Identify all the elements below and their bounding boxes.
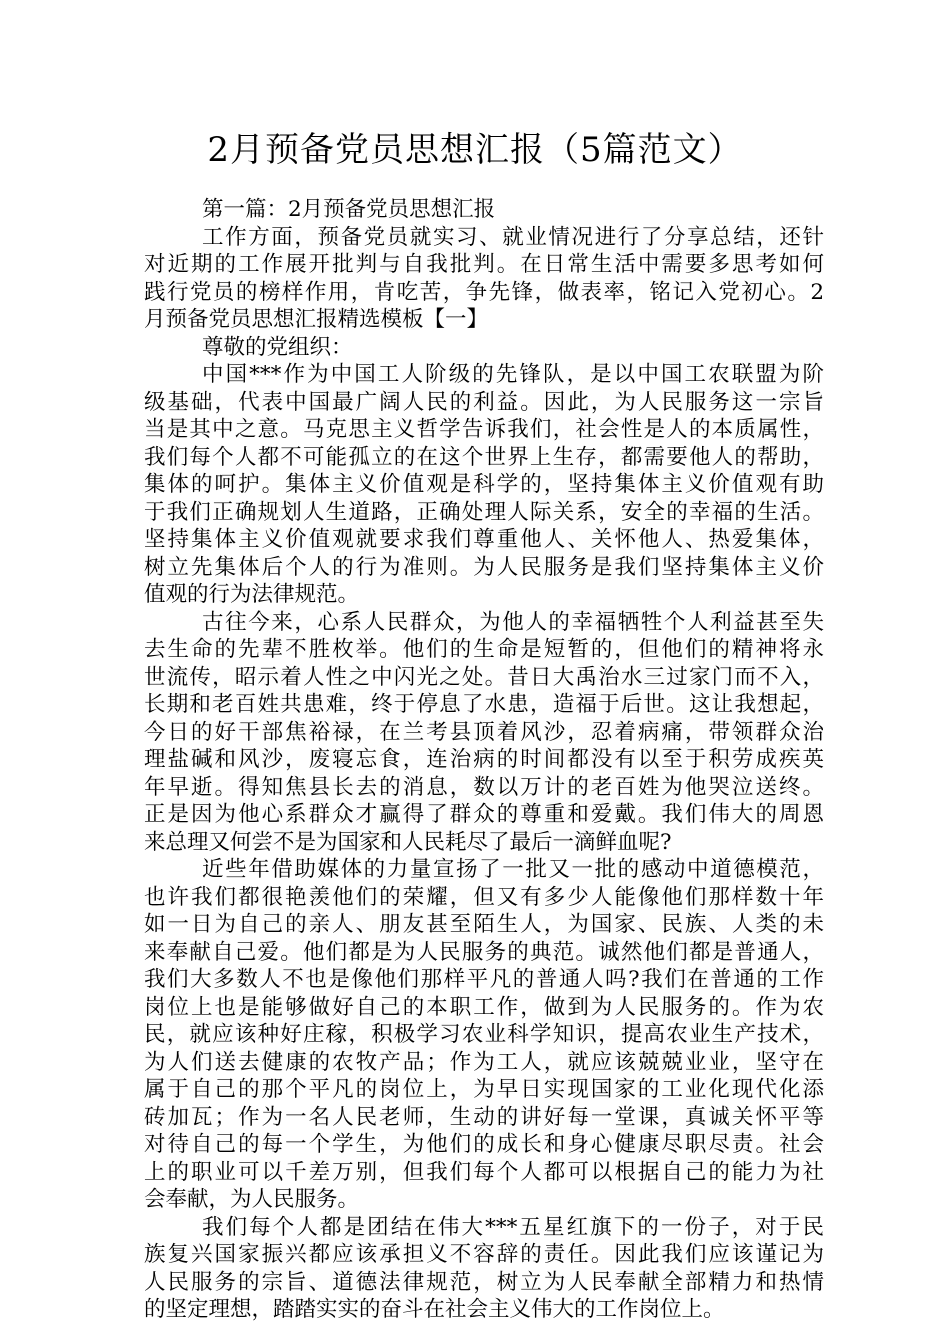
document-title: 2月预备党员思想汇报（5篇范文） xyxy=(207,130,743,170)
text-line: 族复兴国家振兴都应该承担义不容辞的责任。因此我们应该谨记为 xyxy=(144,1242,824,1267)
text-line: 来总理又何尝不是为国家和人民耗尽了最后一滴鲜血呢? xyxy=(144,829,672,855)
text-line: 理盐碱和风沙，废寝忘食，连治病的时间都没有以至于积劳成疾英 xyxy=(144,747,824,772)
text-line: 今日的好干部焦裕禄，在兰考县顶着风沙，忍着病痛，带领群众治 xyxy=(144,719,824,745)
text-line: 我们大多数人不也是像他们那样平凡的普通人吗?我们在普通的工作 xyxy=(144,967,824,992)
text-line: 的坚定理想，踏踏实实的奋斗在社会主义伟大的工作岗位上。 xyxy=(144,1297,725,1322)
text-line: 对近期的工作展开批判与自我批判。在日常生活中需要多思考如何 xyxy=(144,252,824,277)
text-line: 砖加瓦；作为一名人民老师，生动的讲好每一堂课，真诚关怀平等 xyxy=(144,1104,824,1130)
text-line: 年早逝。得知焦县长去的消息，数以万计的老百姓为他哭泣送终。 xyxy=(144,774,824,800)
text-line: 也许我们都很艳羡他们的荣耀，但又有多少人能像他们那样数十年 xyxy=(144,884,824,910)
text-line: 我们每个人都是团结在伟大***五星红旗下的一份子，对于民 xyxy=(202,1214,824,1240)
text-line: 值观的行为法律规范。 xyxy=(144,582,360,607)
text-line: 古往今来，心系人民群众，为他人的幸福牺牲个人利益甚至失 xyxy=(202,609,824,635)
text-line: 中国***作为中国工人阶级的先锋队，是以中国工农联盟为阶 xyxy=(202,362,824,387)
text-line: 来奉献自己爱。他们都是为人民服务的典范。诚然他们都是普通人， xyxy=(144,939,824,965)
text-line: 会奉献，为人民服务。 xyxy=(144,1187,360,1212)
text-line: 第一篇：2月预备党员思想汇报 xyxy=(202,197,496,222)
text-line: 民，就应该种好庄稼，积极学习农业科学知识，提高农业生产技术， xyxy=(144,1022,824,1047)
text-line: 近些年借助媒体的力量宣扬了一批又一批的感动中道德模范， xyxy=(202,857,824,882)
text-line: 上的职业可以千差万别，但我们每个人都可以根据自己的能力为社 xyxy=(144,1159,824,1185)
text-line: 树立先集体后个人的行为准则。为人民服务是我们坚持集体主义价 xyxy=(144,554,824,580)
text-line: 集体的呵护。集体主义价值观是科学的，坚持集体主义价值观有助 xyxy=(144,472,824,497)
text-line: 工作方面，预备党员就实习、就业情况进行了分享总结，还针 xyxy=(202,224,824,250)
text-line: 我们每个人都不可能孤立的在这个世界上生存，都需要他人的帮助， xyxy=(144,444,824,470)
text-line: 对待自己的每一个学生，为他们的成长和身心健康尽职尽责。社会 xyxy=(144,1132,824,1157)
text-line: 正是因为他心系群众才赢得了群众的尊重和爱戴。我们伟大的周恩 xyxy=(144,802,824,827)
text-line: 属于自己的那个平凡的岗位上，为早日实现国家的工业化现代化添 xyxy=(144,1077,824,1102)
text-line: 为人们送去健康的农牧产品；作为工人，就应该兢兢业业，坚守在 xyxy=(144,1049,824,1075)
text-line: 尊敬的党组织： xyxy=(202,334,353,360)
text-line: 坚持集体主义价值观就要求我们尊重他人、关怀他人、热爱集体， xyxy=(144,527,824,552)
text-line: 人民服务的宗旨、道德法律规范，树立为人民奉献全部精力和热情 xyxy=(144,1269,824,1295)
text-line: 世流传，昭示着人性之中闪光之处。昔日大禹治水三过家门而不入， xyxy=(144,664,824,690)
text-line: 如一日为自己的亲人、朋友甚至陌生人，为国家、民族、人类的未 xyxy=(144,912,824,937)
text-line: 长期和老百姓共患难，终于停息了水患，造福于后世。这让我想起， xyxy=(144,692,824,717)
text-line: 去生命的先辈不胜枚举。他们的生命是短暂的，但他们的精神将永 xyxy=(144,637,824,662)
text-line: 于我们正确规划人生道路，正确处理人际关系，安全的幸福的生活。 xyxy=(144,499,824,525)
document-body xyxy=(144,196,824,1324)
text-line: 当是其中之意。马克思主义哲学告诉我们，社会性是人的本质属性， xyxy=(144,417,824,442)
text-line: 践行党员的榜样作用，肯吃苦，争先锋，做表率，铭记入党初心。2 xyxy=(144,279,824,305)
text-line: 月预备党员思想汇报精选模板【一】 xyxy=(144,307,489,332)
text-line: 岗位上也是能够做好自己的本职工作，做到为人民服务的。作为农 xyxy=(144,994,824,1020)
text-line: 级基础，代表中国最广阔人民的利益。因此，为人民服务这一宗旨 xyxy=(144,389,824,415)
